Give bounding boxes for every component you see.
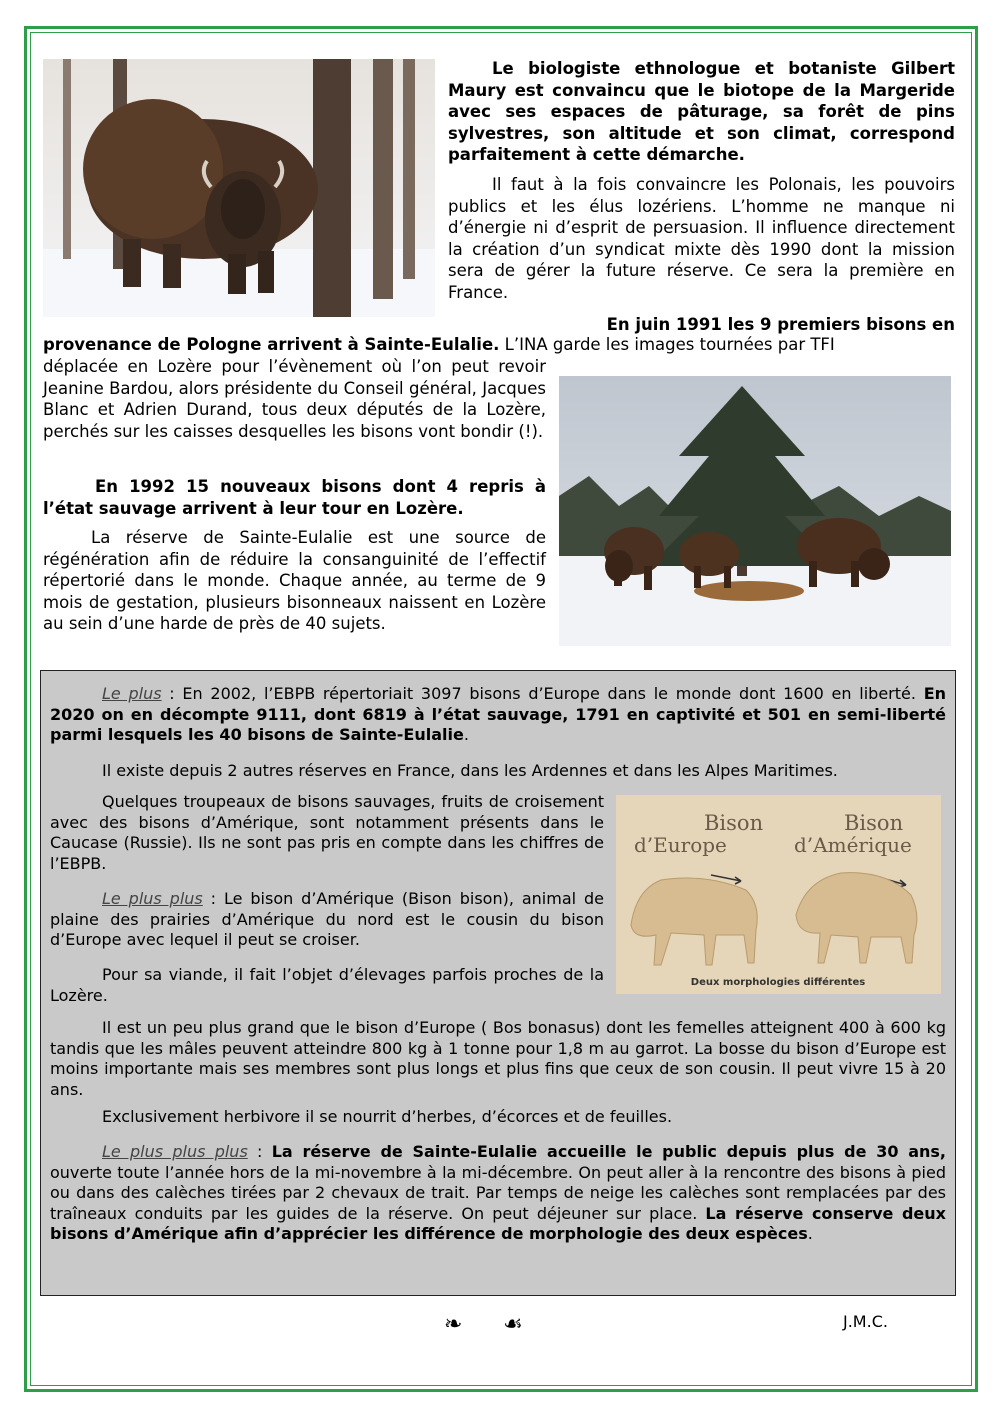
america-title-1: Bison xyxy=(844,811,904,835)
ina-sentence: L’INA garde les images tournées par TFI xyxy=(499,335,835,354)
signature: J.M.C. xyxy=(843,1312,888,1331)
box-paragraph-le-plus xyxy=(50,684,946,746)
europe-title-2: d’Europe xyxy=(634,833,727,857)
public-30-ans-text: La réserve de Sainte-Eulalie accueille le public depuis plus de 30 ans, xyxy=(271,1142,947,1161)
label-le-plus-plus-plus: Le plus plus plus xyxy=(102,1142,248,1161)
paragraph-convaincre: Il faut à la fois convaincre les Polonais, les pouvoirs publics et les élus lozériens. L’homme ne manque ni d’énergie ni d’esprit de persuasion. Il influence directement la création d’un syndicat mixte dès 1990 dont la mission sera de gérer la future réserve. Ce sera la première en France. xyxy=(448,175,955,302)
ornament-right-icon: ☙ xyxy=(503,1312,523,1337)
paragraph-juin-1991-line1: En juin 1991 les 9 premiers bisons en xyxy=(606,315,955,334)
paragraph-ina-rest: déplacée en Lozère pour l’évènement où l’on peut revoir Jeanine Bardou, alors présidente du Conseil général, Jacques Blanc et Adrien Durand, tous deux députés de la Lozère, perchés sur les caisses desquelles les bisons vont bondir (!). xyxy=(43,357,546,441)
bison-amerique-text: : Le bison d’Amérique (Bison bison), animal de plaine des prairies d’Amérique du nord est le cousin du bison d’Europe avec lequel il peut se croiser. xyxy=(50,889,604,949)
paragraph-maury: Le biologiste ethnologue et botaniste Gilbert Maury est convaincu que le biotope de la Margeride avec ses espaces de pâturage, sa forêt de pins sylvestres, son altitude et son climat, correspond parfaitement à cette démarche. xyxy=(448,59,955,164)
period: . xyxy=(463,725,469,744)
box-paragraph-viande: Pour sa viande, il fait l’objet d’élevages parfois proches de la Lozère. xyxy=(50,965,604,1005)
ebpb-2002-text: : En 2002, l’EBPB répertoriait 3097 bisons d’Europe dans le monde dont 1600 en liberté. xyxy=(161,684,924,703)
box-paragraph-le-plus-plus xyxy=(50,889,604,951)
count-2020-text: En 2020 on en décompte 9111, dont 6819 à l’état sauvage, 1791 en captivité et 501 en semi-liberté parmi lesquels les 40 bisons de Sainte-Eulalie xyxy=(50,684,947,744)
bison-forest-photo xyxy=(43,59,435,317)
bisons-snow-photo xyxy=(559,376,951,646)
america-title-2: d’Amérique xyxy=(794,833,912,857)
bisons-amerique-reserve-text: La réserve conserve deux bisons d’Amérique afin d’apprécier les différence de morphologie des deux espèces xyxy=(50,1203,946,1243)
paragraph-juin-1991-line2 xyxy=(43,334,955,356)
morphology-diagram xyxy=(616,795,941,994)
label-le-plus-plus: Le plus plus xyxy=(102,889,203,908)
box-paragraph-caucase: Quelques troupeaux de bisons sauvages, fruits de croisement avec des bisons d’Amérique, sont notamment présents dans le Caucase (Russie). Ils ne sont pas pris en compte dans les chiffres de l’EBPB. xyxy=(50,792,604,873)
box-paragraph-taille: Il est un peu plus grand que le bison d’Europe ( Bos bonasus) dont les femelles atteignent 400 à 600 kg tandis que les mâles peuvent atteindre 800 kg à 1 tonne pour 1,8 m au garrot. La bosse du bison d’Europe est moins importante mais ses membres sont plus longs et plus fins que ceux de son cousin. Il peut vivre 15 à 20 ans. xyxy=(50,1018,946,1099)
ouverture-text: ouverte toute l’année hors de la mi-novembre à la mi-décembre. On peut aller à la rencontre des bisons à pied ou dans des calèches tirées par 2 chevaux de trait. Par temps de neige les calèches sont remplacées par des traîneaux conduits par les guides de la réserve. On peut déjeuner sur place. xyxy=(50,1162,946,1223)
arrival-sentence: provenance de Pologne arrivent à Sainte-Eulalie. xyxy=(43,335,500,354)
diagram-caption: Deux morphologies différentes xyxy=(690,977,866,988)
paragraph-regeneration: La réserve de Sainte-Eulalie est une source de régénération afin de réduire la consanguinité de l’effectif répertorié dans le monde. Chaque année, au terme de 9 mois de gestation, plusieurs bisonneaux naissent en Lozère au sein d’une harde de près de 40 sujets. xyxy=(43,528,546,633)
box-paragraph-herbivore: Exclusivement herbivore il se nourrit d’herbes, d’écorces et de feuilles. xyxy=(102,1107,673,1126)
paragraph-1992: En 1992 15 nouveaux bisons dont 4 repris à l’état sauvage arrivent à leur tour en Lozère. xyxy=(43,477,546,518)
europe-title-1: Bison xyxy=(704,811,764,835)
ornament-left-icon: ❧ xyxy=(444,1312,463,1337)
box-paragraph-le-plus-plus-plus xyxy=(50,1142,946,1245)
box-paragraph-reserves: Il existe depuis 2 autres réserves en France, dans les Ardennes et dans les Alpes Maritimes. xyxy=(102,761,838,780)
label-le-plus: Le plus xyxy=(102,684,162,703)
final-period: . xyxy=(807,1224,813,1243)
colon: : xyxy=(247,1142,272,1161)
